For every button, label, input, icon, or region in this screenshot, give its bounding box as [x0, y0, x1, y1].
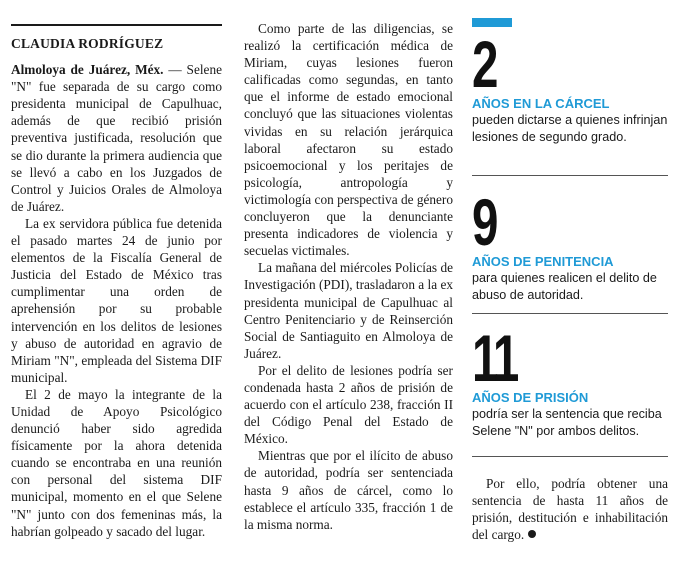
- stat-number: 11: [472, 321, 517, 395]
- accent-bar: [472, 18, 512, 27]
- stat-description: podría ser la sentencia que reciba Selene "N" por ambos delitos.: [472, 407, 662, 438]
- lead-paragraph: [11, 61, 222, 215]
- paragraph: La ex servidora pública fue detenida el pasado martes 24 de junio por elementos de la Fiscalía General de Justicia del Estado de México tras cumplimentar una orden de aprehensión por su probable intervención en los delitos de lesiones y abuso de autoridad en agravio de Miriam "N", empleada del Sistema DIF municipal.: [11, 215, 223, 385]
- divider: [472, 175, 668, 176]
- divider: [472, 456, 668, 457]
- closing-text: Por ello, podría obtener una sentencia de hasta 11 años de prisión, destitución e inhabilitación del cargo.: [472, 476, 668, 543]
- stat-heading: AÑOS DE PENITENCIA: [472, 254, 614, 269]
- paragraph: Mientras que por el ilícito de abuso de autoridad, podría ser sentenciada hasta 9 años de cárcel, como lo establece el artículo 335, fracción 1 de la misma norma.: [244, 448, 453, 532]
- closing-paragraph: [472, 475, 668, 543]
- byline: CLAUDIA RODRÍGUEZ: [11, 24, 222, 52]
- paragraph: Como parte de las diligencias, se realizó la certificación médica de Miriam, cuyas lesiones fueron calificadas como segundas, en tanto que el informe de estado emocional concluyó que las situaciones violentas vividas en su relación jerárquica laboral afectaron su estado psicoemocional y los peritajes de psicología, antropología y victimología con perspectiva de género concluyeron que la denunciante presenta indicadores de violencia y secuelas victimales.: [244, 21, 453, 259]
- paragraph: El 2 de mayo la integrante de la Unidad de Apoyo Psicológico denunció haber sido agredida físicamente por la ahora detenida cuando se encontraba en una reunión con personal del sistema DIF municipal, momento en el que Selene "N" junto con dos femeninas más, la habrían golpeado y sacado del lugar.: [11, 386, 222, 539]
- dateline: Almoloya de Juárez, Méx.: [11, 62, 164, 78]
- stat-description: para quienes realicen el delito de abuso de autoridad.: [472, 271, 657, 302]
- stat-box-9: [472, 185, 668, 304]
- closing-paragraph-box: [472, 475, 668, 543]
- stat-description: pueden dictarse a quienes infrinjan lesiones de segundo grado.: [472, 113, 668, 144]
- stat-number: 2: [472, 27, 496, 101]
- article-column-2: [244, 20, 453, 533]
- stat-heading: AÑOS EN LA CÁRCEL: [472, 96, 610, 111]
- stat-heading: AÑOS DE PRISIÓN: [472, 390, 589, 405]
- lead-paragraph-text: — Selene "N" fue separada de su cargo como presidenta municipal de Capulhuac, además de que recibió prisión preventiva justificada, resolución que se dio durante la primera audiencia que se llevó a cabo en los Juzgados de Control y Juicios Orales de Almoloya de Juárez.: [11, 62, 222, 214]
- stat-box-2: [472, 27, 668, 146]
- article-column-1: [11, 0, 222, 540]
- end-mark-icon: [528, 530, 536, 538]
- paragraph: Por el delito de lesiones podría ser condenada hasta 2 años de prisión de acuerdo con el artículo 238, fracción II del Código Penal del Estado de México.: [244, 362, 453, 447]
- divider: [472, 313, 668, 314]
- stat-box-11: [472, 321, 668, 440]
- stat-number: 9: [472, 185, 496, 259]
- paragraph: La mañana del miércoles Policías de Investigación (PDI), trasladaron a la ex presidenta municipal de Capulhuac al Centro Penitenciario y de Reinserción Social de Santiaguito en Almoloya de Juárez.: [244, 260, 453, 361]
